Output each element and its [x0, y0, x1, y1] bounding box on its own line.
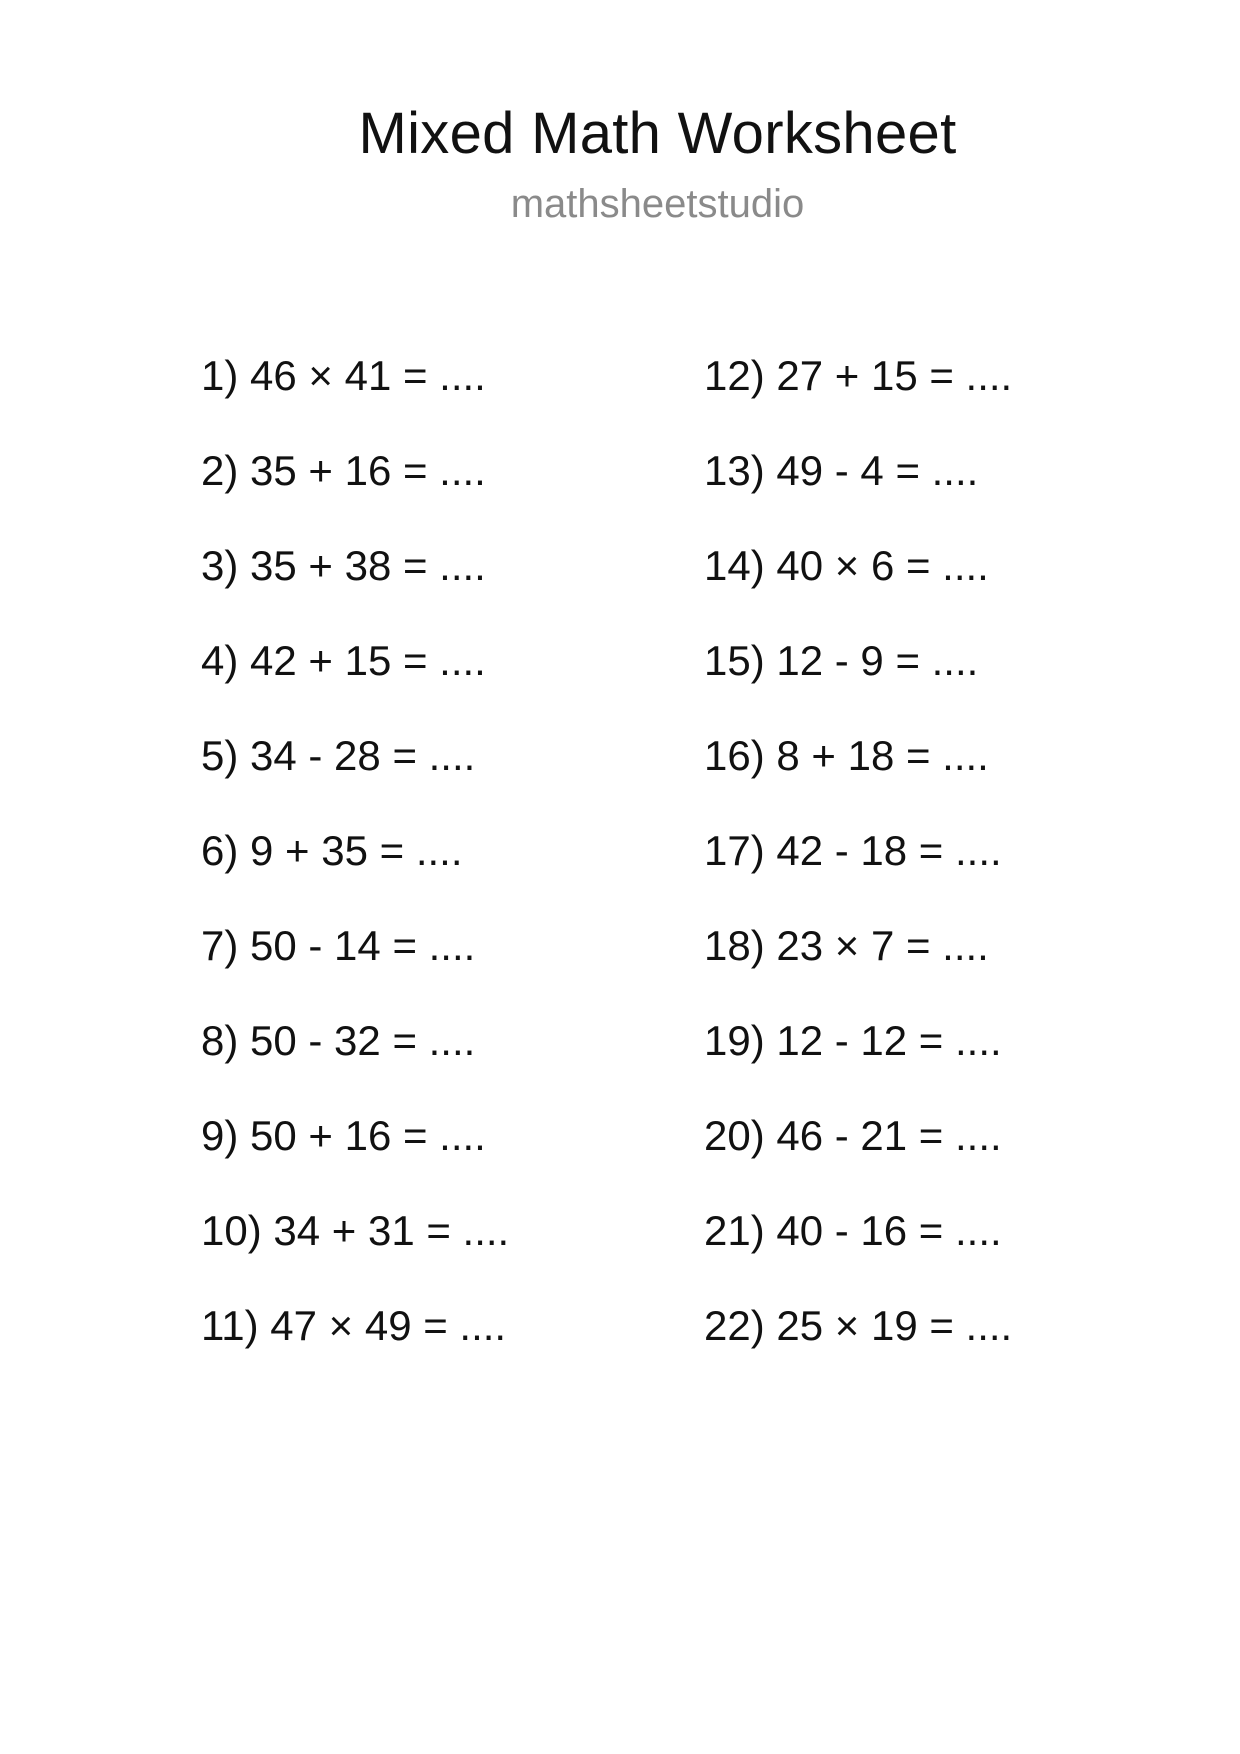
problem-column-right	[704, 348, 1204, 1393]
problem-item: 10) 34 + 31 = ....	[201, 1207, 510, 1254]
problem-column-left	[201, 348, 701, 1393]
page-subtitle: mathsheetstudio	[510, 182, 805, 226]
problem-item: 22) 25 × 19 = ....	[704, 1302, 1013, 1349]
problem-item: 14) 40 × 6 = ....	[704, 542, 989, 589]
problem-item: 15) 12 - 9 = ....	[704, 637, 979, 684]
worksheet-header	[0, 92, 1240, 232]
problem-item: 11) 47 × 49 = ....	[201, 1302, 507, 1349]
problem-item: 8) 50 - 32 = ....	[201, 1017, 476, 1064]
problem-item: 3) 35 + 38 = ....	[201, 542, 486, 589]
problem-item: 2) 35 + 16 = ....	[201, 447, 486, 494]
problem-item: 16) 8 + 18 = ....	[704, 732, 989, 779]
problem-item: 12) 27 + 15 = ....	[704, 352, 1013, 399]
problem-item: 21) 40 - 16 = ....	[704, 1207, 1002, 1254]
problem-item: 1) 46 × 41 = ....	[201, 352, 486, 399]
page-title: Mixed Math Worksheet	[358, 101, 957, 166]
problem-item: 20) 46 - 21 = ....	[704, 1112, 1002, 1159]
problem-item: 7) 50 - 14 = ....	[201, 922, 476, 969]
problem-item: 19) 12 - 12 = ....	[704, 1017, 1002, 1064]
problem-item: 5) 34 - 28 = ....	[201, 732, 476, 779]
problem-item: 4) 42 + 15 = ....	[201, 637, 486, 684]
problem-item: 9) 50 + 16 = ....	[201, 1112, 486, 1159]
problem-item: 18) 23 × 7 = ....	[704, 922, 989, 969]
problem-item: 17) 42 - 18 = ....	[704, 827, 1002, 874]
problem-item: 6) 9 + 35 = ....	[201, 827, 463, 874]
problem-item: 13) 49 - 4 = ....	[704, 447, 979, 494]
